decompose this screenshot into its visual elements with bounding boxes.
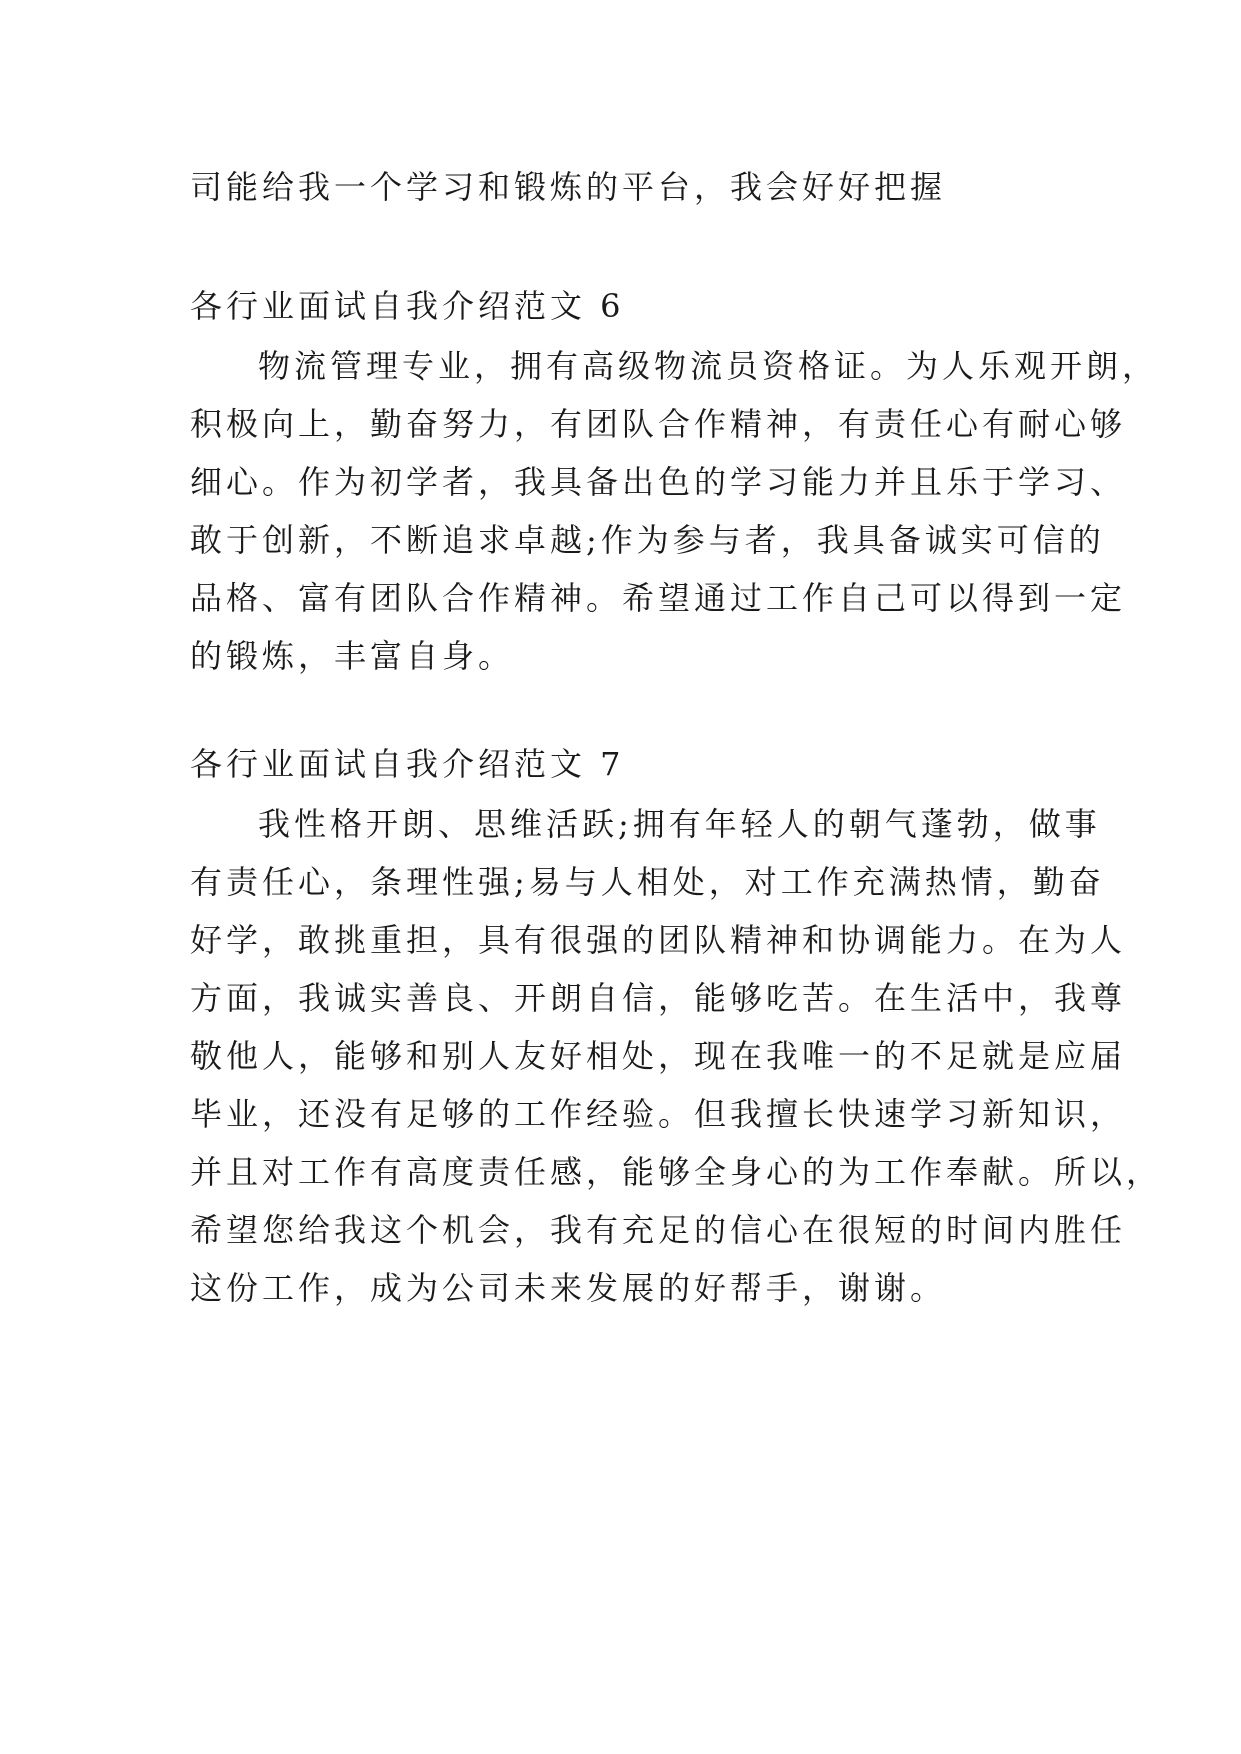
paragraph-line: 物流管理专业，拥有高级物流员资格证。为人乐观开朗， — [258, 347, 1159, 385]
paragraph-line: 敬他人，能够和别人友好相处，现在我唯一的不足就是应届 — [190, 1037, 1127, 1075]
paragraph-line: 细心。作为初学者，我具备出色的学习能力并且乐于学习、 — [190, 463, 1127, 501]
section-heading-7: 各行业面试自我介绍范文 7 — [190, 745, 625, 783]
paragraph-line: 希望您给我这个机会，我有充足的信心在很短的时间内胜任 — [190, 1211, 1127, 1249]
paragraph-line: 毕业，还没有足够的工作经验。但我擅长快速学习新知识， — [190, 1095, 1127, 1133]
paragraph-line: 有责任心，条理性强;易与人相处，对工作充满热情，勤奋 — [190, 863, 1105, 901]
paragraph-line: 品格、富有团队合作精神。希望通过工作自己可以得到一定 — [190, 579, 1127, 617]
intro-paragraph — [190, 158, 1075, 216]
paragraph-line: 这份工作，成为公司未来发展的好帮手，谢谢。 — [190, 1269, 947, 1307]
paragraph-line: 好学，敢挑重担，具有很强的团队精神和协调能力。在为人 — [190, 921, 1127, 959]
section-heading-6: 各行业面试自我介绍范文 6 — [190, 287, 625, 325]
paragraph-line: 敢于创新，不断追求卓越;作为参与者，我具备诚实可信的 — [190, 521, 1105, 559]
section-body-7 — [190, 795, 1163, 1317]
paragraph-line: 司能给我一个学习和锻炼的平台，我会好好把握 — [190, 168, 947, 206]
paragraph-line: 的锻炼，丰富自身。 — [190, 637, 515, 675]
paragraph-line: 方面，我诚实善良、开朗自信，能够吃苦。在生活中，我尊 — [190, 979, 1127, 1017]
section-body-6 — [190, 337, 1159, 685]
paragraph-line: 积极向上，勤奋努力，有团队合作精神，有责任心有耐心够 — [190, 405, 1127, 443]
paragraph-line: 我性格开朗、思维活跃;拥有年轻人的朝气蓬勃，做事 — [258, 805, 1101, 843]
paragraph-line: 并且对工作有高度责任感，能够全身心的为工作奉献。所以， — [190, 1153, 1163, 1191]
